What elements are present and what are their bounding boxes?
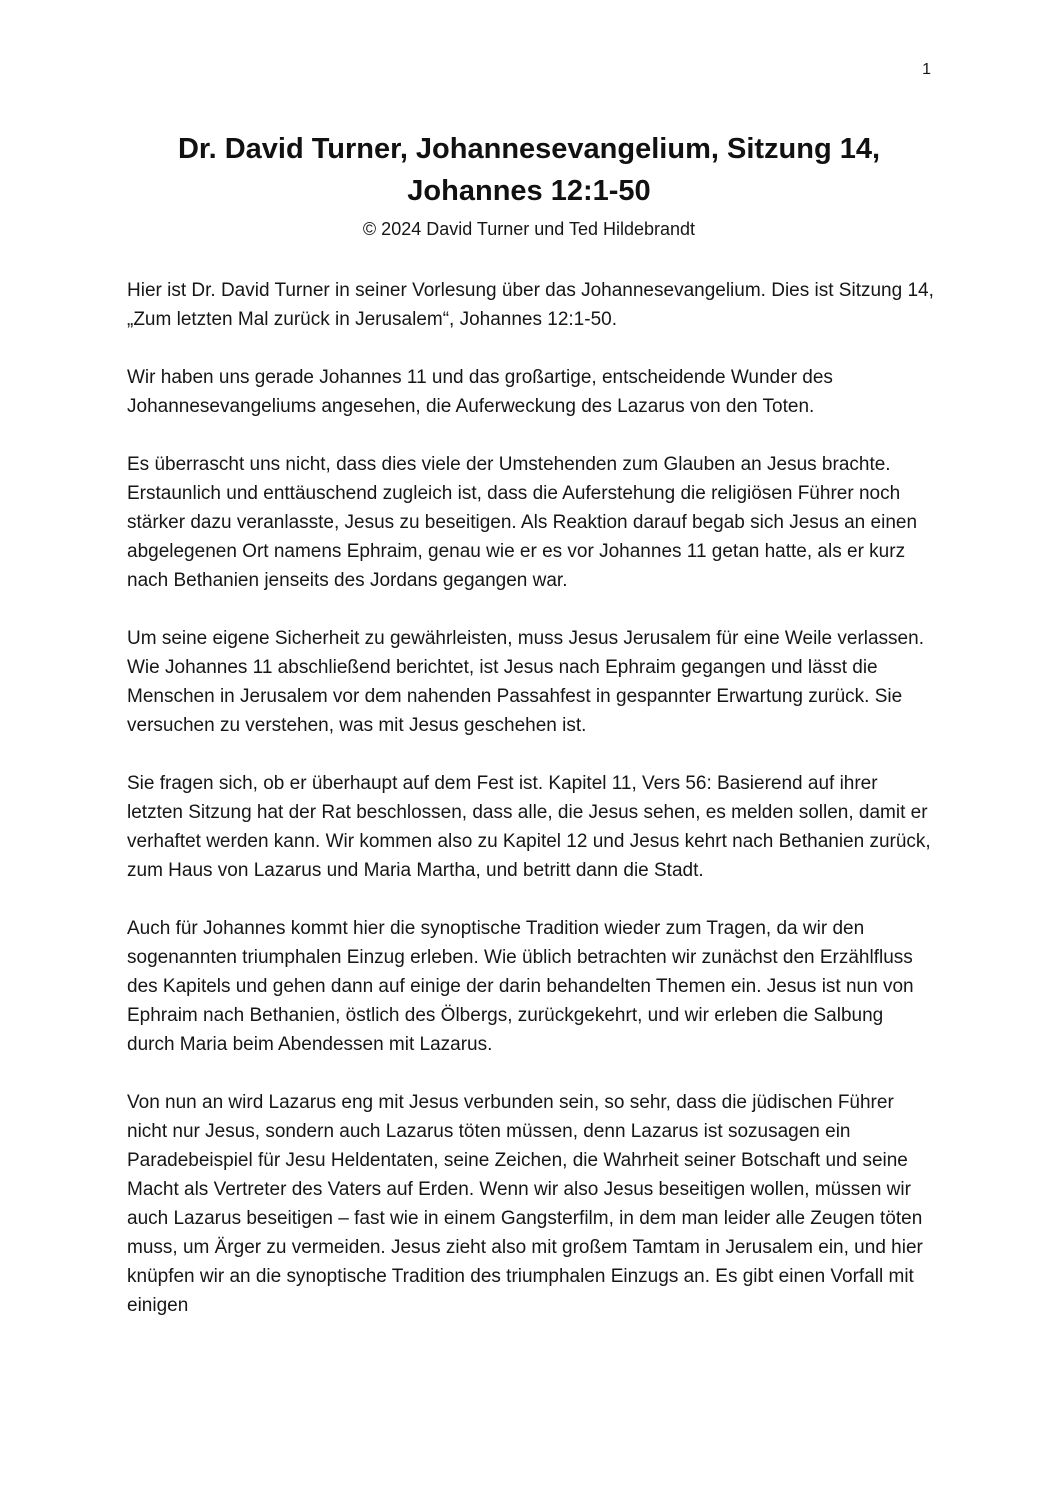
title-line-2: Johannes 12:1-50 [407, 175, 651, 207]
paragraph: Hier ist Dr. David Turner in seiner Vorlesung über das Johannesevangelium. Dies ist Sitzung 14, „Zum letzten Mal zurück in Jerusalem“, Johannes 12:1-50. [127, 280, 934, 330]
page-number: 1 [922, 61, 931, 78]
paragraph: Auch für Johannes kommt hier die synoptische Tradition wieder zum Tragen, da wir den sogenannten triumphalen Einzug erleben. Wie üblich betrachten wir zunächst den Erzählfluss des Kapitels und gehen dann auf einige der darin behandelten Themen ein. Jesus ist nun von Ephraim nach Bethanien, östlich des Ölbergs, zurückgekehrt, und wir erleben die Salbung durch Maria beim Abendessen mit Lazarus. [127, 918, 914, 1055]
document-body [127, 276, 936, 1320]
paragraph: Wir haben uns gerade Johannes 11 und das großartige, entscheidende Wunder des Johannesevangeliums angesehen, die Auferweckung des Lazarus von den Toten. [127, 367, 833, 417]
document-title [0, 0, 1058, 212]
paragraph: Von nun an wird Lazarus eng mit Jesus verbunden sein, so sehr, dass die jüdischen Führer nicht nur Jesus, sondern auch Lazarus töten müssen, denn Lazarus ist sozusagen ein Paradebeispiel für Jesu Heldentaten, seine Zeichen, die Wahrheit seiner Botschaft und seine Macht als Vertreter des Vaters auf Erden. Wenn wir also Jesus beseitigen wollen, müssen wir auch Lazarus beseitigen – fast wie in einem Gangsterfilm, in dem man leider alle Zeugen töten muss, um Ärger zu vermeiden. Jesus zieht also mit großem Tamtam in Jerusalem ein, und hier knüpfen wir an die synoptische Tradition des triumphalen Einzugs an. Es gibt einen Vorfall mit einigen [127, 1092, 923, 1316]
paragraph: Um seine eigene Sicherheit zu gewährleisten, muss Jesus Jerusalem für eine Weile verlassen. Wie Johannes 11 abschließend berichtet, ist Jesus nach Ephraim gegangen und lässt die Menschen in Jerusalem vor dem nahenden Passahfest in gespannter Erwartung zurück. Sie versuchen zu verstehen, was mit Jesus geschehen ist. [127, 628, 924, 736]
copyright-line: © 2024 David Turner und Ted Hildebrandt [362, 219, 696, 239]
paragraph: Es überrascht uns nicht, dass dies viele der Umstehenden zum Glauben an Jesus brachte. Erstaunlich und enttäuschend zugleich ist, dass die Auferstehung die religiösen Führer noch stärker dazu veranlasste, Jesus zu beseitigen. Als Reaktion darauf begab sich Jesus an einen abgelegenen Ort namens Ephraim, genau wie er es vor Johannes 11 getan hatte, als er kurz nach Bethanien jenseits des Jordans gegangen war. [127, 454, 918, 591]
paragraph: Sie fragen sich, ob er überhaupt auf dem Fest ist. Kapitel 11, Vers 56: Basierend auf ihrer letzten Sitzung hat der Rat beschlossen, dass alle, die Jesus sehen, es melden sollen, damit er verhaftet werden kann. Wir kommen also zu Kapitel 12 und Jesus kehrt nach Bethanien zurück, zum Haus von Lazarus und Maria Martha, und betritt dann die Stadt. [127, 773, 931, 881]
title-line-1: Dr. David Turner, Johannesevangelium, Sitzung 14, [177, 133, 881, 165]
